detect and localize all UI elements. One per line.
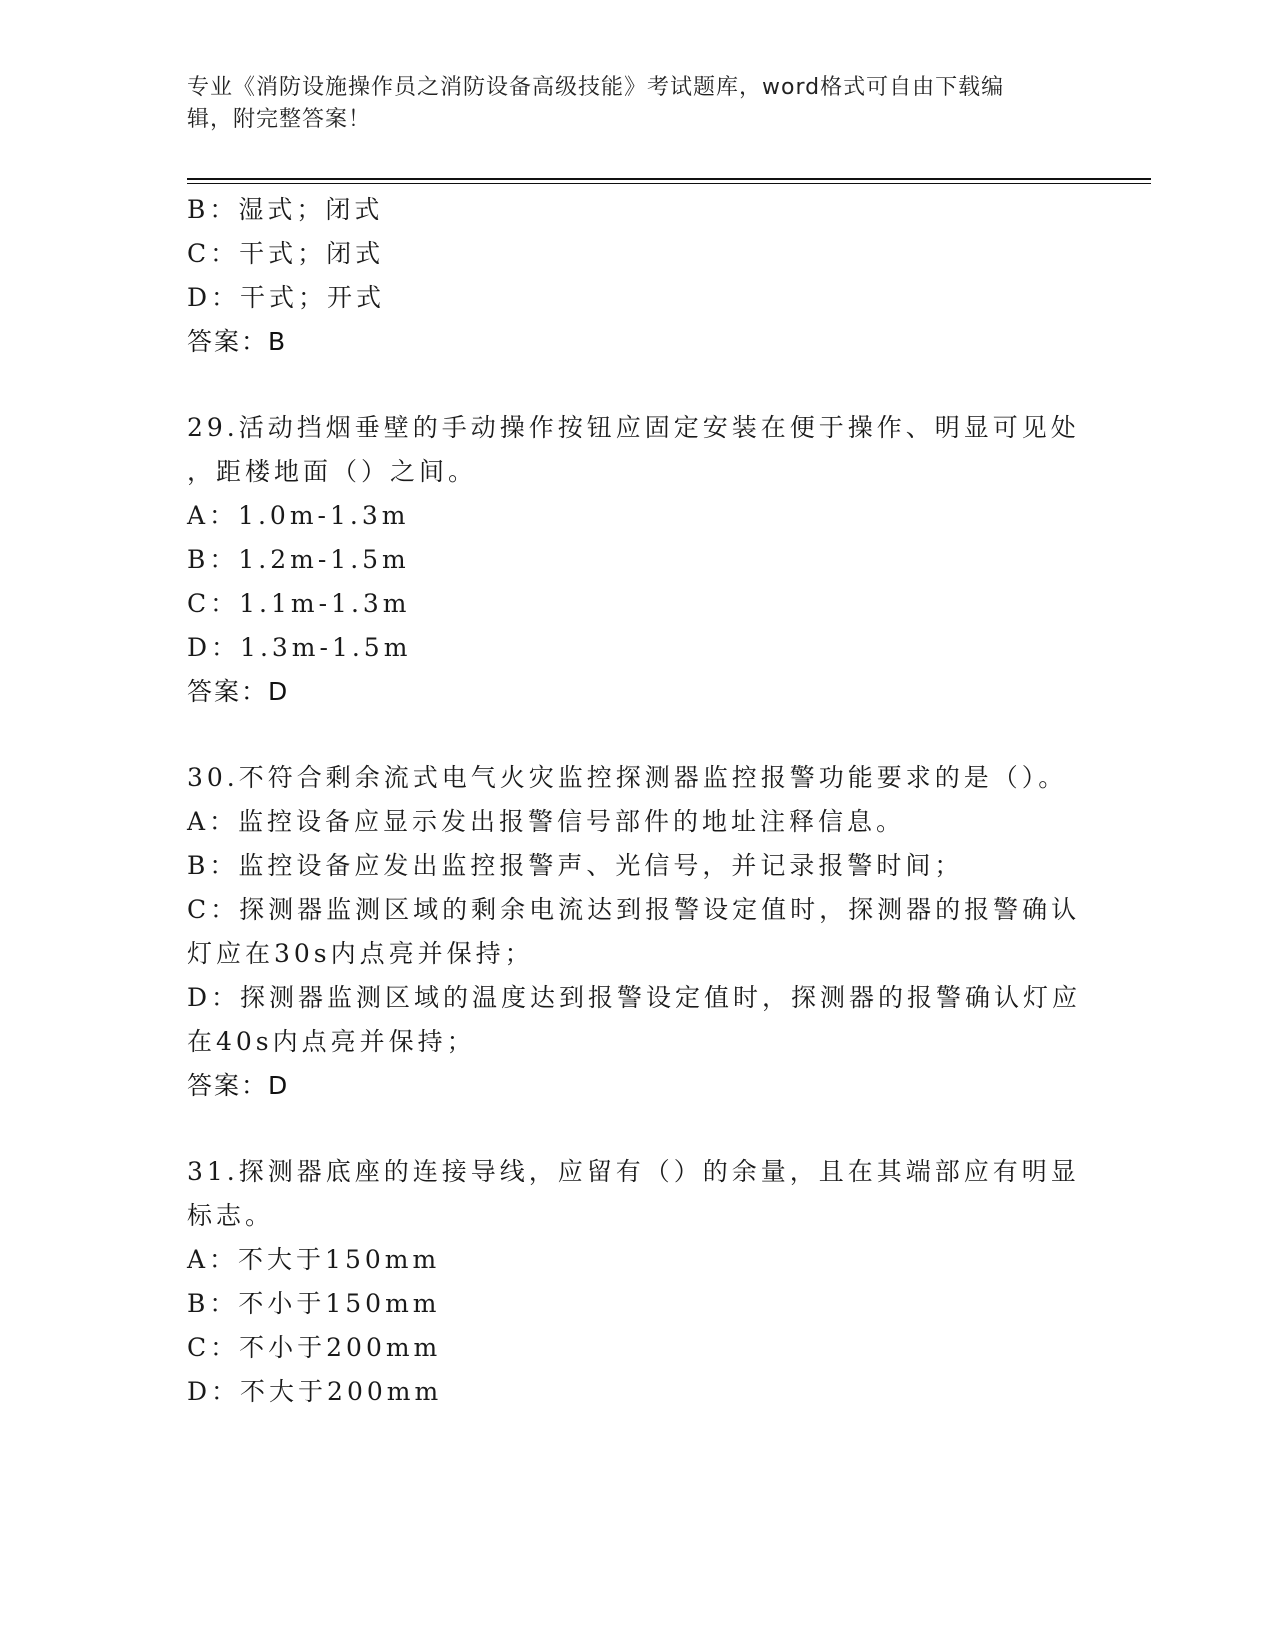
q31-stem-line-1: 31.探测器底座的连接导线，应留有（）的余量，且在其端部应有明显	[187, 1157, 1080, 1186]
header-divider-thick	[187, 178, 1151, 180]
document-header	[187, 72, 1067, 136]
q30-option-b: B：监控设备应发出监控报警声、光信号，并记录报警时间；	[187, 851, 964, 880]
q30-option-c-line-2: 灯应在30s内点亮并保持；	[187, 939, 534, 968]
q31-option-d: D：不大于200mm	[187, 1377, 443, 1406]
q29-option-a: A：1.0m-1.3m	[187, 501, 410, 530]
q31-option-c: C：不小于200mm	[187, 1333, 442, 1362]
q30-answer: 答案：D	[187, 1071, 290, 1100]
q29-option-c: C：1.1m-1.3m	[187, 589, 411, 618]
q29-stem-line-2: ，距楼地面（）之间。	[187, 457, 478, 486]
q29-option-d: D：1.3m-1.5m	[187, 633, 412, 662]
q28-option-d: D：干式；开式	[187, 283, 386, 312]
header-line-2: 辑，附完整答案！	[187, 107, 372, 132]
q29-answer: 答案：D	[187, 677, 290, 706]
q28-option-c: C：干式；闭式	[187, 239, 385, 268]
q30-option-a: A：监控设备应显示发出报警信号部件的地址注释信息。	[187, 807, 906, 836]
q31-option-b: B：不小于150mm	[187, 1289, 441, 1318]
q30-option-c-line-1: C：探测器监测区域的剩余电流达到报警设定值时，探测器的报警确认	[187, 895, 1081, 924]
q28-answer: 答案：B	[187, 327, 288, 356]
q29-stem-line-1: 29.活动挡烟垂壁的手动操作按钮应固定安装在便于操作、明显可见处	[187, 413, 1080, 442]
q30-stem: 30.不符合剩余流式电气火灾监控探测器监控报警功能要求的是（）。	[187, 763, 1068, 792]
header-line-1: 专业《消防设施操作员之消防设备高级技能》考试题库，word格式可自由下载编	[187, 75, 1005, 100]
q30-option-d-line-1: D：探测器监测区域的温度达到报警设定值时，探测器的报警确认灯应	[187, 983, 1082, 1012]
q28-option-b: B：湿式；闭式	[187, 195, 384, 224]
q30-option-d-line-2: 在40s内点亮并保持；	[187, 1027, 476, 1056]
q31-option-a: A：不大于150mm	[187, 1245, 441, 1274]
q29-option-b: B：1.2m-1.5m	[187, 545, 410, 574]
q31-stem-line-2: 标志。	[187, 1201, 275, 1230]
header-divider-thin	[187, 183, 1151, 184]
